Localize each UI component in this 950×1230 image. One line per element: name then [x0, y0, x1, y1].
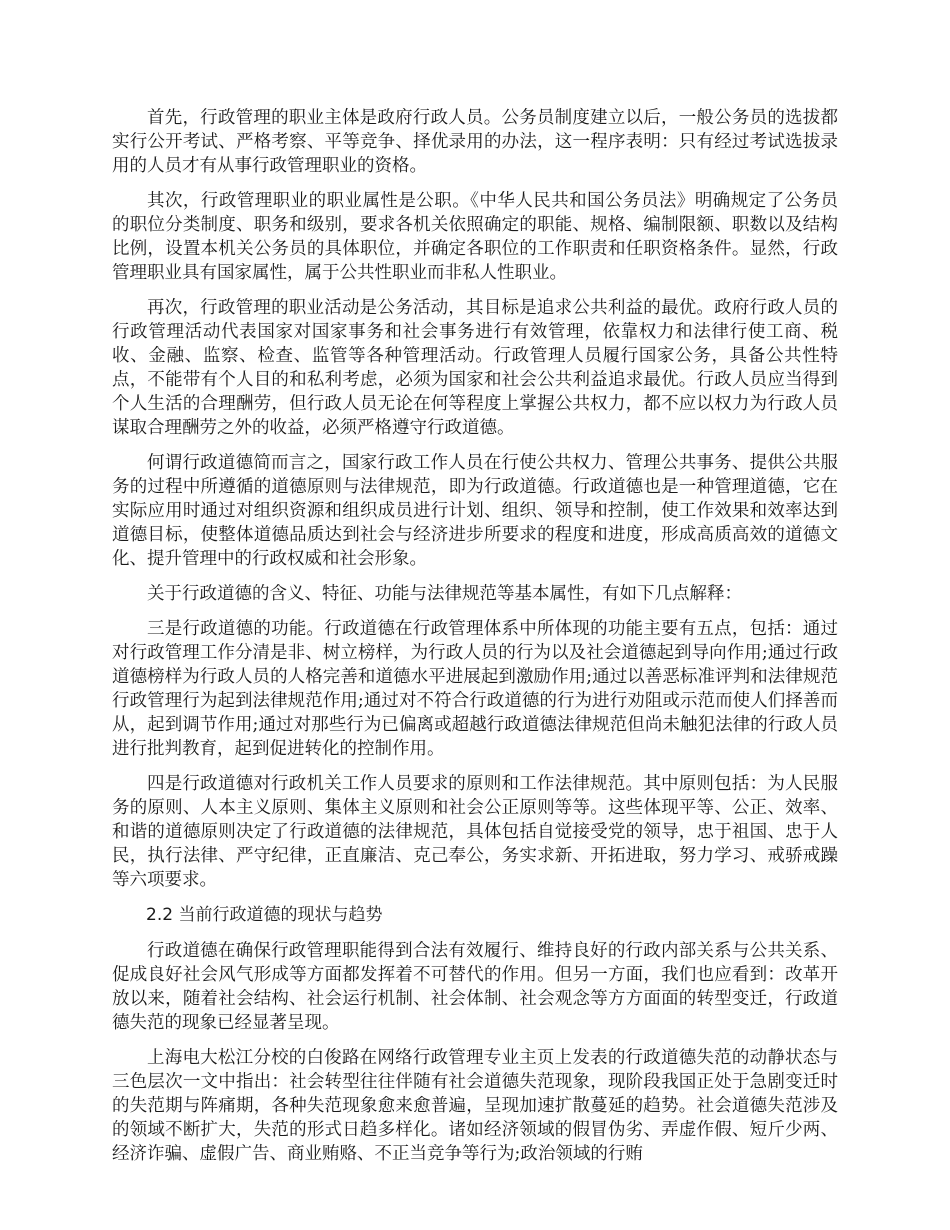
paragraph-occupational-subject: 首先，行政管理的职业主体是政府行政人员。公务员制度建立以后，一般公务员的选拔都实行公开考试、严格考察、平等竞争、择优录用的办法，这一程序表明：只有经过考试选拔录用的人员才有从事行政管理职业的资格。	[112, 108, 838, 176]
paragraph-current-status: 行政道德在确保行政管理职能得到合法有效履行、维持良好的行政内部关系与公共关系、促成良好社会风气形成等方面都发挥着不可替代的作用。但另一方面，我们也应看到：改革开放以来，随着社会结构、社会运行机制、社会体制、社会观念等方方面面的转型变迁，行政道德失范的现象已经显著呈现。	[112, 941, 838, 1033]
document-body	[112, 106, 838, 1177]
paragraph-functions: 三是行政道德的功能。行政道德在行政管理体系中所体现的功能主要有五点，包括：通过对行政管理工作分清是非、树立榜样，为行政人员的行为以及社会道德起到导向作用;通过行政道德榜样为行政人员的人格完善和道德水平进展起到激励作用;通过以善恶标准评判和法律规范行政管理行为起到法律规范作用;通过对不符合行政道德的行为进行劝阻或示范而使人们择善而从，起到调节作用;通过对那些行为已偏离或超越行政道德法律规范但尚未触犯法律的行政人员进行批判教育，起到促进转化的控制作用。	[112, 619, 838, 759]
paragraph-anomie-trend: 上海电大松江分校的白俊路在网络行政管理专业主页上发表的行政道德失范的动静状态与三色层次一文中指出：社会转型往往伴随有社会道德失范现象，现阶段我国正处于急剧变迁时的失范期与阵痛期，各种失范现象愈来愈普遍，呈现加速扩散蔓延的趋势。社会道德失范涉及的领域不断扩大，失范的形式日趋多样化。诸如经济领域的假冒伪劣、弄虚作假、短斤少两、经济诈骗、虚假广告、商业贿赂、不正当竞争等行为;政治领域的行贿	[112, 1048, 838, 1164]
paragraph-definition: 何谓行政道德简而言之，国家行政工作人员在行使公共权力、管理公共事务、提供公共服务的过程中所遵循的道德原则与法律规范，即为行政道德。行政道德也是一种管理道德，它在实际应用时通过对组织资源和组织成员进行计划、组织、领导和控制，使工作效果和效率达到道德目标，使整体道德品质达到社会与经济进步所要求的程度和进度，形成高质高效的道德文化、提升管理中的行政权威和社会形象。	[112, 453, 838, 569]
section-heading: 2.2 当前行政道德的现状与趋势	[146, 905, 383, 925]
paragraph-occupational-attribute: 其次，行政管理职业的职业属性是公职。《中华人民共和国公务员法》明确规定了公务员的职位分类制度、职务和级别，要求各机关依照确定的职能、规格、编制限额、职数以及结构比例，设置本机关公务员的具体职位，并确定各职位的工作职责和任职资格条件。显然，行政管理职业具有国家属性，属于公共性职业而非私人性职业。	[112, 191, 838, 283]
paragraph-occupational-activity: 再次，行政管理的职业活动是公务活动，其目标是追求公共利益的最优。政府行政人员的行政管理活动代表国家对国家事务和社会事务进行有效管理，依靠权力和法律行使工商、税收、金融、监察、检查、监管等各种管理活动。行政管理人员履行国家公务，具备公共性特点，不能带有个人目的和私利考虑，必须为国家和社会公共利益追求最优。行政人员应当得到个人生活的合理酬劳，但行政人员无论在何等程度上掌握公共权力，都不应以权力为行政人员谋取合理酬劳之外的收益，必须严格遵守行政道德。	[112, 298, 838, 438]
paragraph-explanation-intro: 关于行政道德的含义、特征、功能与法律规范等基本属性，有如下几点解释：	[147, 584, 742, 604]
paragraph-principles: 四是行政道德对行政机关工作人员要求的原则和工作法律规范。其中原则包括：为人民服务的原则、人本主义原则、集体主义原则和社会公正原则等等。这些体现平等、公正、效率、和谐的道德原则决定了行政道德的法律规范，具体包括自觉接受党的领导，忠于祖国、忠于人民，执行法律、严守纪律，正直廉洁、克己奉公，务实求新、开拓进取，努力学习、戒骄戒躁等六项要求。	[112, 774, 838, 890]
